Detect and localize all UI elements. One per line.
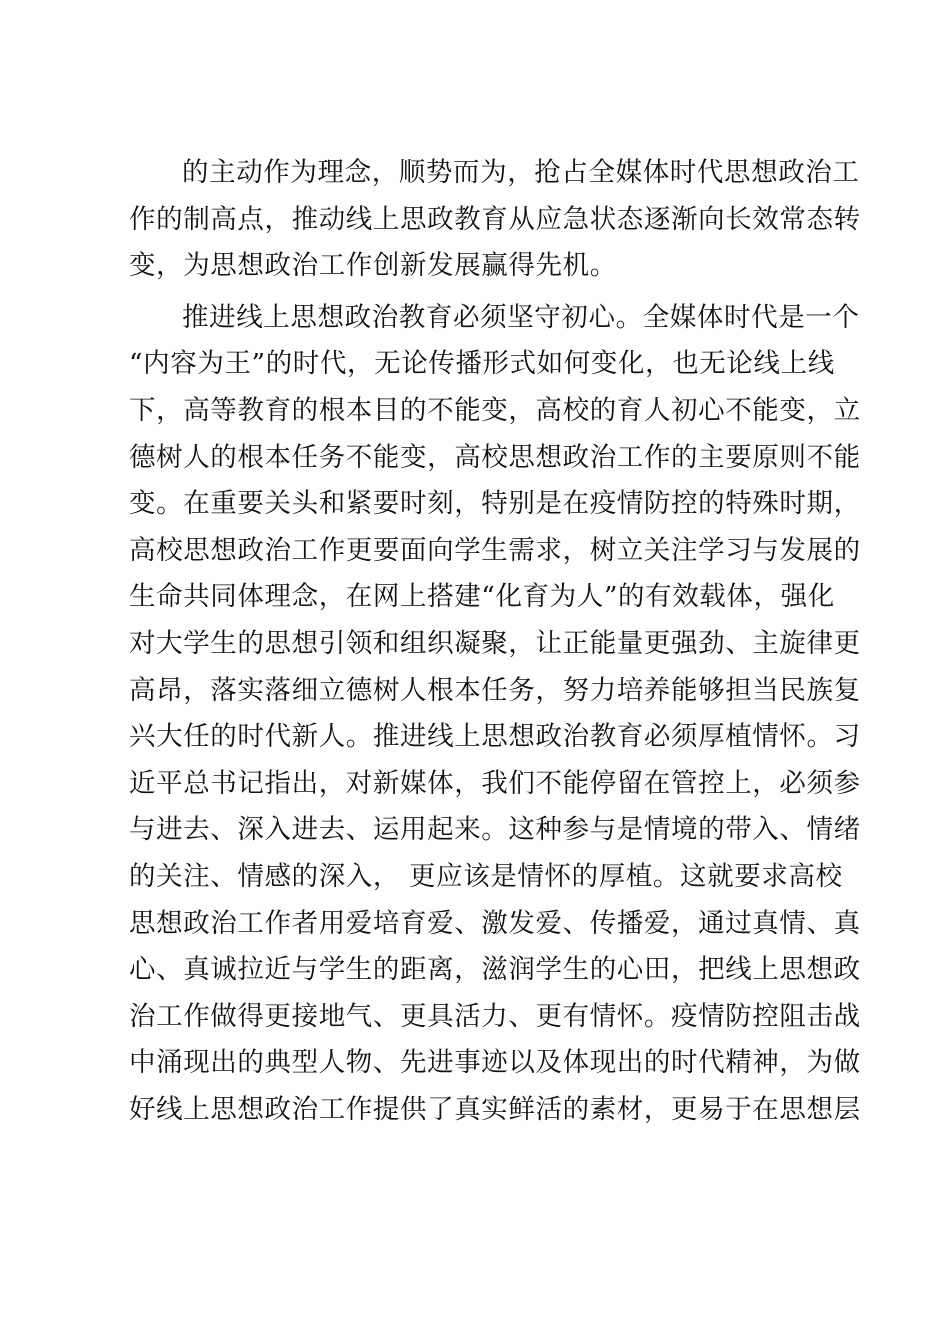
paragraph-1-line-1: 的主动作为理念，顺势而为，抢占全媒体时代思想政治工	[182, 157, 860, 188]
paragraph-2-line-14: 思想政治工作者用爱培育爱、激发爱、传播爱，通过真情、真	[129, 907, 861, 939]
paragraph-2-line-4: 德树人的根本任务不能变，高校思想政治工作的主要原则不能	[129, 441, 861, 473]
paragraph-2-line-3: 下，高等教育的根本目的不能变，高校的育人初心不能变，立	[129, 394, 861, 426]
paragraph-2-line-5: 变。在重要关头和紧要时刻，特别是在疫情防控的特殊时期，	[129, 488, 861, 520]
paragraph-2-line-2: “内容为王”的时代，无论传播形式如何变化，也无论线上线	[129, 348, 835, 380]
paragraph-2-line-11: 近平总书记指出，对新媒体，我们不能停留在管控上，必须参	[129, 767, 861, 799]
paragraph-2-line-8: 对大学生的思想引领和组织凝聚，让正能量更强劲、主旋律更	[129, 627, 861, 659]
paragraph-2-line-1: 推进线上思想政治教育必须坚守初心。全媒体时代是一个	[182, 301, 860, 333]
paragraph-2-line-18: 好线上思想政治工作提供了真实鲜活的素材，更易于在思想层	[129, 1093, 861, 1125]
paragraph-1-line-3: 变，为思想政治工作创新发展赢得先机。	[129, 250, 617, 282]
paragraph-2-line-9: 高昂，落实落细立德树人根本任务，努力培养能够担当民族复	[129, 674, 861, 706]
paragraph-2-line-15: 心、真诚拉近与学生的距离，滋润学生的心田，把线上思想政	[129, 954, 861, 986]
paragraph-2-line-17: 中涌现出的典型人物、先进事迹以及体现出的时代精神，为做	[129, 1047, 861, 1079]
paragraph-2-line-6: 高校思想政治工作更要面向学生需求，树立关注学习与发展的	[129, 534, 861, 566]
paragraph-2-line-13: 的关注、情感的深入， 更应该是情怀的厚植。这就要求高校	[129, 860, 843, 892]
paragraph-1-line-2: 作的制高点，推动线上思政教育从应急状态逐渐向长效常态转	[129, 203, 861, 235]
paragraph-2-line-7: 生命共同体理念，在网上搭建“化育为人”的有效载体，强化	[129, 581, 835, 613]
paragraph-2-line-10: 兴大任的时代新人。推进线上思想政治教育必须厚植情怀。习	[129, 721, 861, 753]
paragraph-2-line-16: 治工作做得更接地气、更具活力、更有情怀。疫情防控阻击战	[129, 1000, 861, 1032]
body-text	[129, 150, 861, 1133]
paragraph-2-line-12: 与进去、深入进去、运用起来。这种参与是情境的带入、情绪	[129, 814, 861, 846]
